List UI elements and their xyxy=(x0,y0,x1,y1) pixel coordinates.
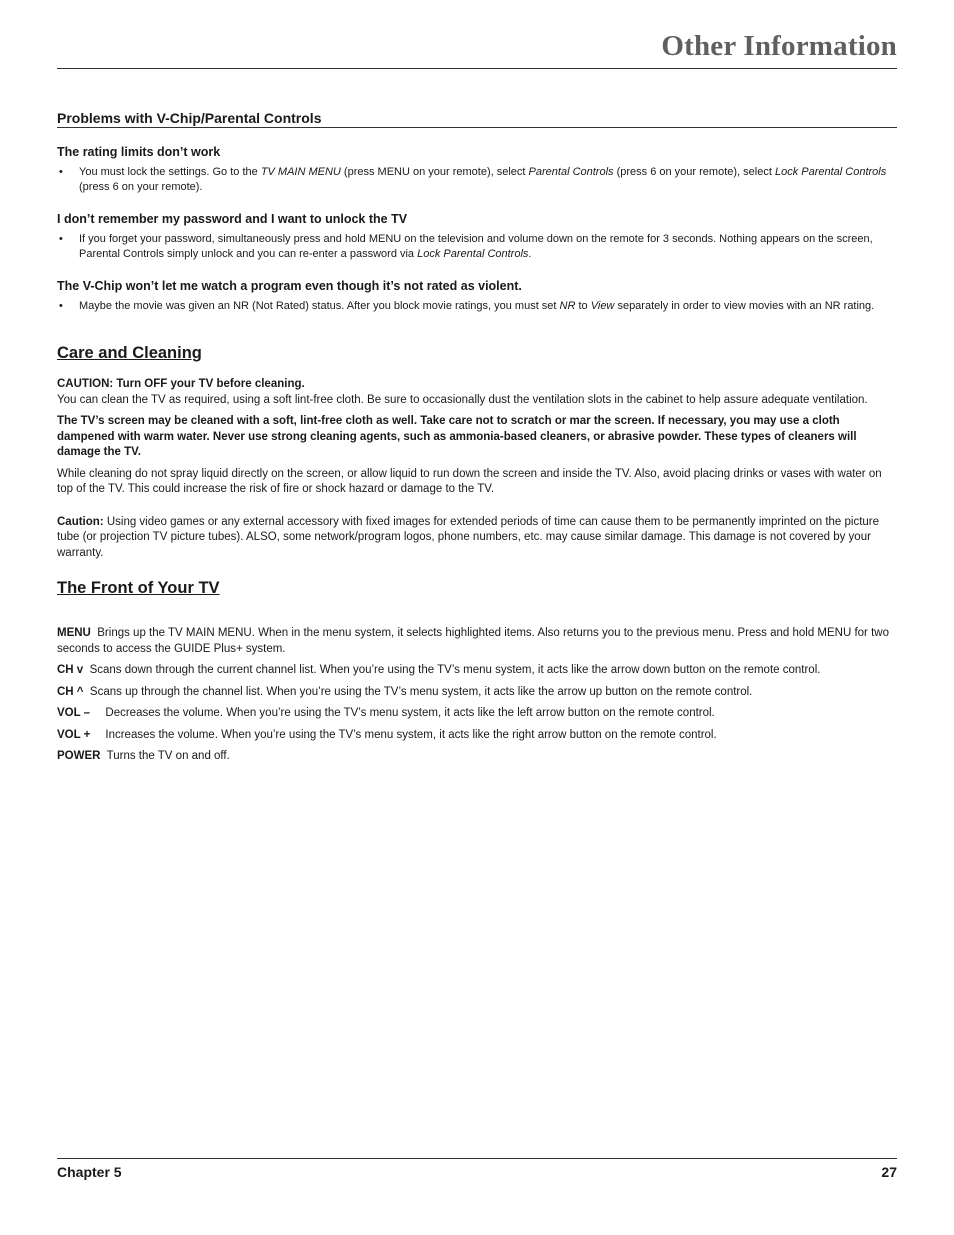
button-description xyxy=(57,685,897,701)
answer-text: Maybe the movie was given an NR (Not Rated) status. After you block movie ratings, you must set xyxy=(79,300,560,312)
button-desc: Decreases the volume. When you’re using the TV’s menu system, it acts like the left arrow button on the remote control. xyxy=(105,707,715,719)
button-desc: Scans down through the current channel list. When you’re using the TV’s menu system, it acts like the arrow down button on the remote control. xyxy=(89,664,821,676)
answer-text: (press 6 on your remote). xyxy=(79,181,203,193)
answer-text: You must lock the settings. Go to the xyxy=(79,166,261,178)
button-desc: Increases the volume. When you’re using the TV’s menu system, it acts like the right arrow button on the remote control. xyxy=(105,728,717,741)
caution-label: Caution: xyxy=(57,515,104,528)
question-heading: The rating limits don’t work xyxy=(57,145,221,159)
care-section-heading: Care and Cleaning xyxy=(57,344,202,362)
answer-text-italic: View xyxy=(590,300,615,312)
answer-text-italic: TV MAIN MENU xyxy=(260,166,341,178)
button-term: CH ^ xyxy=(57,685,84,698)
button-term: CH v xyxy=(57,664,84,676)
main-content xyxy=(57,110,897,765)
care-paragraph: You can clean the TV as required, using a soft lint-free cloth. Be sure to occasionally dust the ventilation slots in the cabinet to help assure adequate ventilation. xyxy=(57,393,868,406)
button-description xyxy=(57,663,897,679)
bullet-dot: • xyxy=(59,166,63,178)
footer-page-number: 27 xyxy=(881,1164,897,1180)
caution-label: CAUTION: Turn OFF your TV before cleaning. xyxy=(57,378,305,390)
question-heading: The V-Chip won’t let me watch a program even though it’s not rated as violent. xyxy=(57,279,522,293)
answer-text: (press 6 on your remote), select xyxy=(613,166,775,178)
caution-text: Using video games or any external accessory with fixed images for extended periods of time can cause them to be permanently imprinted on the picture tube (or projection TV picture tubes). ALSO, some network/program logos, phone numbers, etc. may cause similar damage. This damage is not covered by your warranty. xyxy=(57,515,880,559)
care-caution-paragraph xyxy=(57,515,897,562)
footer-chapter: Chapter 5 xyxy=(57,1164,122,1180)
button-description xyxy=(57,728,897,744)
answer-text-italic: Lock Parental Controls xyxy=(417,248,529,260)
button-term: VOL – xyxy=(57,707,91,719)
care-paragraph: While cleaning do not spray liquid directly on the screen, or allow liquid to run down the screen and inside the TV. Also, avoid placing drinks or vases with water on top of the TV. This could increase the risk of fire or shock hazard or damage to the TV. xyxy=(57,467,882,495)
page-title: Other Information xyxy=(661,30,897,62)
button-desc: Brings up the TV MAIN MENU. When in the menu system, it selects highlighted items. Also returns you to the previous menu. Press and hold MENU for two seconds to access the GUIDE Plus+ system. xyxy=(57,627,889,655)
answer-bullet xyxy=(57,232,897,262)
vchip-section-heading: Problems with V-Chip/Parental Controls xyxy=(57,110,897,128)
answer-text: to xyxy=(575,300,591,312)
button-term: POWER xyxy=(57,750,101,762)
button-description xyxy=(57,706,897,722)
front-section-heading: The Front of Your TV xyxy=(57,579,220,597)
answer-bullet xyxy=(57,165,897,195)
button-desc: Turns the TV on and off. xyxy=(106,750,230,762)
answer-text-italic: NR xyxy=(559,300,576,312)
footer-divider xyxy=(57,1158,897,1159)
bullet-dot: • xyxy=(59,300,63,312)
bullet-dot: • xyxy=(59,233,63,245)
answer-text: If you forget your password, simultaneously press and hold MENU on the television and volume down on the remote for 3 seconds. Nothing appears on the screen, Parental Controls simply unlock and you can re-enter a password via xyxy=(79,233,873,260)
answer-text: (press MENU on your remote), select xyxy=(340,166,529,178)
answer-bullet xyxy=(57,299,897,314)
button-description xyxy=(57,626,897,657)
care-paragraph-bold: The TV’s screen may be cleaned with a soft, lint-free cloth as well. Take care not to scratch or mar the screen. If necessary, you may use a cloth dampened with warm water. Never use strong cleaning agents, such as ammonia-based cleaners, or abrasive powder. These types of cleaners will damage the TV. xyxy=(57,415,857,458)
button-term: MENU xyxy=(57,627,91,639)
button-description xyxy=(57,749,897,765)
answer-text-italic: Parental Controls xyxy=(528,166,614,178)
answer-text: separately in order to view movies with an NR rating. xyxy=(614,300,875,312)
answer-text-italic: Lock Parental Controls xyxy=(774,166,887,178)
button-term: VOL + xyxy=(57,728,91,741)
button-desc: Scans up through the channel list. When you’re using the TV’s menu system, it acts like the arrow up button on the remote control. xyxy=(89,685,753,698)
question-heading: I don’t remember my password and I want to unlock the TV xyxy=(57,212,408,226)
title-divider xyxy=(57,68,897,69)
answer-text: . xyxy=(528,248,532,260)
